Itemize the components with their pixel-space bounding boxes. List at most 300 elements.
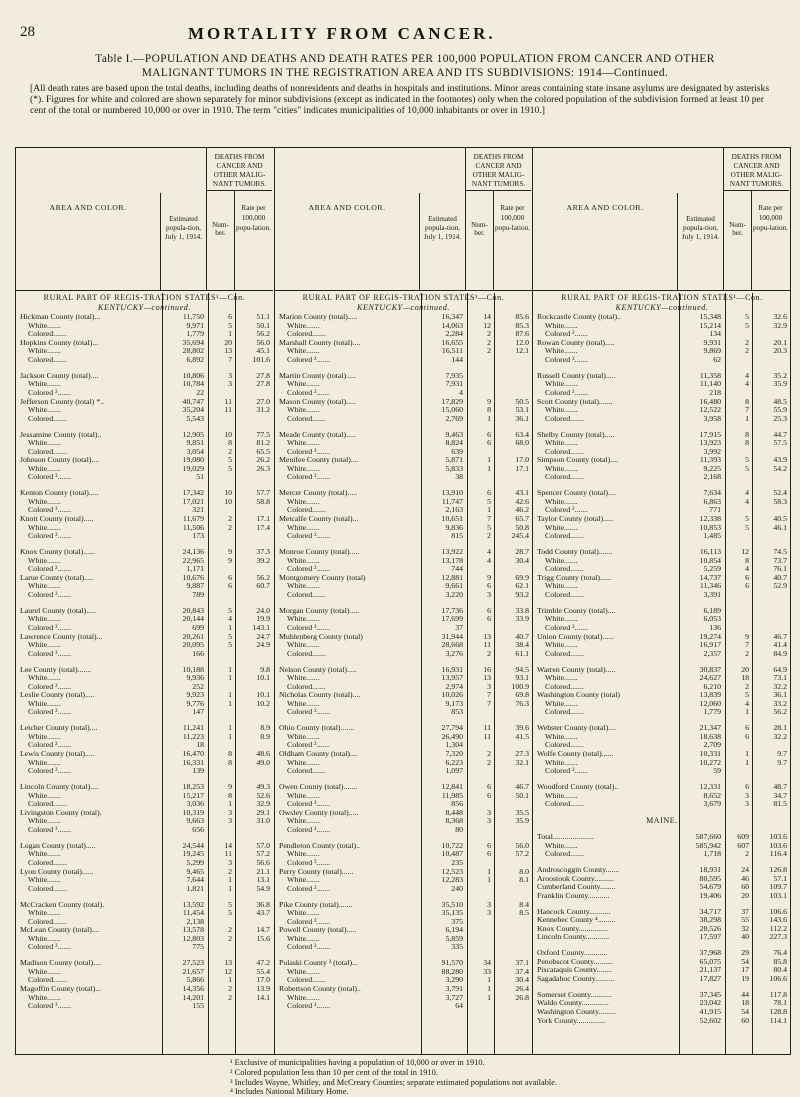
area-name: Colored....... — [545, 414, 584, 423]
death-rate: 33.8 — [515, 605, 529, 615]
population-value: 14,737 — [699, 572, 721, 582]
area-name: Pike County (total)....... — [279, 900, 353, 909]
deaths-number: 2 — [228, 933, 232, 943]
population-value: 9,776 — [186, 698, 204, 708]
deaths-column-group-header: DEATHS FROM CANCER AND OTHER MALIG-NANT TUMORS. — [206, 148, 272, 190]
deaths-number: 3 — [487, 816, 491, 826]
table-row — [275, 515, 532, 524]
table-row — [275, 380, 532, 389]
table-row — [533, 615, 791, 624]
area-name: White....... — [545, 841, 578, 850]
table-row — [533, 975, 791, 984]
table-body — [16, 293, 273, 1011]
population-value: 15,217 — [182, 790, 204, 800]
death-rate: 81.5 — [773, 799, 787, 809]
population-value: 34,717 — [699, 906, 721, 916]
table-row — [533, 949, 791, 958]
population-value: 27,794 — [441, 723, 463, 733]
area-name: Colored ²....... — [28, 649, 72, 658]
death-rate: 143.6 — [769, 915, 787, 925]
population-value: 10,188 — [182, 664, 204, 674]
deaths-number: 3 — [228, 370, 232, 380]
deaths-number: 1 — [487, 463, 491, 473]
death-rate: 28.7 — [515, 547, 529, 556]
population-value: 62 — [713, 354, 721, 364]
table-row — [533, 999, 791, 1008]
area-name: Owsley County (total)..... — [279, 808, 359, 817]
deaths-number: 5 — [745, 514, 749, 524]
area-name: White....... — [287, 817, 320, 826]
row-spacer — [533, 984, 791, 991]
table-row — [275, 683, 532, 692]
death-rate: 65.7 — [515, 514, 529, 524]
death-rate: 8.5 — [519, 908, 529, 918]
table-row — [533, 691, 791, 700]
deaths-number: 1 — [228, 875, 232, 885]
population-value: 699 — [192, 622, 204, 632]
deaths-number: 8 — [228, 790, 232, 800]
population-value: 38 — [455, 472, 463, 482]
table-row — [533, 498, 791, 507]
population-value: 587,660 — [695, 832, 721, 842]
area-name: Pendleton County (total).. — [279, 841, 360, 850]
footnotes — [230, 1058, 790, 1097]
area-name: White....... — [287, 641, 320, 650]
deaths-number: 6 — [487, 840, 491, 850]
deaths-number: 6 — [745, 723, 749, 733]
death-rate: 46.7 — [773, 631, 787, 641]
table-row — [533, 708, 791, 717]
population-value: 10,319 — [182, 807, 204, 817]
area-name: Colored ²....... — [545, 330, 589, 339]
row-spacer — [533, 901, 791, 908]
deaths-number: 1 — [745, 757, 749, 767]
area-name: White....... — [287, 582, 320, 591]
population-value: 1,779 — [703, 707, 721, 717]
deaths-number: 6 — [487, 790, 491, 800]
table-row — [275, 456, 532, 465]
population-value: 10,487 — [441, 849, 463, 859]
table-row — [16, 431, 273, 440]
table-row — [275, 650, 532, 659]
table-row — [275, 691, 532, 700]
table-title-line-1: Table I.—POPULATION AND DEATHS AND DEATH RATES PER 100,000 POPULATION FROM CANCER AND OTHER — [95, 53, 715, 65]
row-spacer — [16, 541, 273, 548]
death-rate: 36.1 — [515, 413, 529, 423]
population-value: 3,036 — [186, 799, 204, 809]
area-name: Woodford County (total).. — [537, 783, 619, 791]
population-value: 20,261 — [182, 631, 204, 641]
population-value: 9,173 — [445, 698, 463, 708]
table-row — [275, 809, 532, 818]
death-rate: 44.7 — [773, 429, 787, 439]
deaths-number: 7 — [745, 640, 749, 650]
death-rate: 93.2 — [515, 589, 529, 599]
population-value: 17,342 — [182, 488, 204, 498]
table-row — [275, 524, 532, 533]
deaths-number: 7 — [487, 698, 491, 708]
population-value: 744 — [451, 564, 463, 574]
deaths-number: 8 — [745, 429, 749, 439]
table-row — [533, 767, 791, 776]
death-rate: 48.7 — [773, 782, 787, 791]
area-name: Colored ²....... — [28, 623, 72, 632]
population-value: 18 — [196, 740, 204, 750]
area-name: White....... — [545, 699, 578, 708]
area-name: Colored ²....... — [287, 943, 331, 952]
area-name: Colored....... — [287, 414, 326, 423]
page-number: 28 — [20, 24, 35, 40]
area-name: Aroostook County.......... — [537, 874, 614, 883]
table-panel-1 — [16, 148, 273, 1054]
population-value: 10,331 — [699, 749, 721, 759]
area-name: Webster County (total).... — [537, 724, 617, 733]
deaths-number: 5 — [228, 455, 232, 465]
table-row — [16, 650, 273, 659]
table-row — [533, 674, 791, 683]
table-row — [533, 991, 791, 1000]
row-spacer — [16, 482, 273, 489]
table-row — [275, 498, 532, 507]
population-value: 10,026 — [441, 690, 463, 700]
deaths-number: 3 — [228, 857, 232, 867]
population-value: 11,454 — [182, 908, 204, 918]
death-rate: 51.1 — [256, 312, 270, 321]
row-spacer — [275, 365, 532, 372]
population-value: 2,168 — [703, 472, 721, 482]
table-row — [16, 641, 273, 650]
row-spacer — [533, 365, 791, 372]
area-name: White....... — [28, 347, 61, 356]
area-name: White....... — [287, 993, 320, 1002]
deaths-number: 1 — [487, 984, 491, 994]
deaths-number: 2 — [228, 522, 232, 532]
deaths-number: 2 — [745, 681, 749, 691]
table-row — [275, 582, 532, 591]
population-value: 173 — [192, 531, 204, 541]
deaths-number: 5 — [228, 605, 232, 615]
area-name: White....... — [28, 615, 61, 624]
death-rate: 26.3 — [256, 463, 270, 473]
table-row — [275, 876, 532, 885]
death-rate: 43.9 — [773, 455, 787, 465]
population-value: 2,709 — [703, 740, 721, 750]
deaths-number: 1 — [745, 707, 749, 717]
population-value: 28,526 — [699, 923, 721, 933]
table-row — [533, 465, 791, 474]
area-name: White....... — [28, 791, 61, 800]
population-value: 815 — [451, 531, 463, 541]
population-value: 9,225 — [703, 463, 721, 473]
deaths-number: 1 — [487, 875, 491, 885]
area-name: Wolfe County (total)...... — [537, 750, 614, 759]
deaths-number: 6 — [487, 782, 491, 791]
row-spacer — [533, 600, 791, 607]
area-name: Meade County (total)..... — [279, 430, 356, 439]
table-row — [16, 935, 273, 944]
table-row — [533, 908, 791, 917]
data-table — [15, 147, 791, 1055]
table-row — [275, 750, 532, 759]
death-rate: 12.1 — [515, 346, 529, 356]
deaths-number: 16 — [483, 664, 491, 674]
table-row — [16, 842, 273, 851]
deaths-number: 4 — [745, 379, 749, 389]
table-row — [533, 892, 791, 901]
area-name: Livingston County (total). — [20, 808, 102, 817]
population-value: 17,827 — [699, 974, 721, 984]
death-rate: 50.1 — [256, 320, 270, 330]
death-rate: 117.8 — [769, 989, 787, 999]
population-value: 37 — [455, 622, 463, 632]
population-value: 10,651 — [441, 514, 463, 524]
population-value: 9,836 — [445, 522, 463, 532]
death-rate: 19.9 — [256, 614, 270, 624]
table-row — [275, 356, 532, 365]
death-rate: 46.1 — [773, 522, 787, 532]
row-spacer — [533, 423, 791, 430]
deaths-number: 1 — [228, 664, 232, 674]
death-rate: 32.6 — [773, 312, 787, 321]
deaths-number: 1 — [228, 622, 232, 632]
population-value: 11,393 — [699, 455, 721, 465]
area-name: White....... — [545, 556, 578, 565]
table-row — [275, 901, 532, 910]
population-value: 155 — [192, 1001, 204, 1011]
death-rate: 28.1 — [773, 723, 787, 733]
page-header — [18, 24, 788, 44]
deaths-number: 4 — [745, 698, 749, 708]
population-value: 17,597 — [699, 932, 721, 942]
population-value: 166 — [192, 648, 204, 658]
area-name: Waldo County.............. — [537, 999, 609, 1008]
death-rate: 8.9 — [260, 723, 270, 733]
table-row — [533, 489, 791, 498]
area-name: Colored....... — [28, 976, 67, 985]
area-name: Colored ²....... — [287, 473, 331, 482]
table-row — [533, 800, 791, 809]
table-row — [533, 883, 791, 892]
death-rate: 56.0 — [515, 840, 529, 850]
table-row — [16, 943, 273, 952]
row-spacer — [16, 365, 273, 372]
rate-column-header: Rate per 100,000 popu-lation. — [493, 190, 531, 290]
table-row — [275, 885, 532, 894]
death-rate: 32.9 — [256, 799, 270, 809]
death-rate: 35.9 — [515, 816, 529, 826]
table-row — [16, 750, 273, 759]
table-row — [16, 800, 273, 809]
death-rate: 63.4 — [515, 429, 529, 439]
table-row — [533, 380, 791, 389]
table-row — [275, 968, 532, 977]
table-row — [16, 724, 273, 733]
area-name: White....... — [287, 674, 320, 683]
population-value: 11,241 — [182, 723, 204, 733]
area-name: Colored....... — [28, 800, 67, 809]
area-name: Oxford County............ — [537, 949, 608, 958]
table-row — [16, 733, 273, 742]
death-rate: 8.4 — [519, 899, 529, 909]
population-value: 9,661 — [445, 581, 463, 591]
deaths-number: 5 — [487, 522, 491, 532]
area-name: Nelson County (total)..... — [279, 665, 357, 674]
death-rate: 56.0 — [256, 337, 270, 347]
deaths-number: 2 — [487, 757, 491, 767]
area-name: Lawrence County (total)... — [20, 632, 103, 641]
area-name: White....... — [545, 582, 578, 591]
area-name: White....... — [28, 497, 61, 506]
rate-column-header: Rate per 100,000 popu-lation. — [751, 190, 789, 290]
death-rate: 101.6 — [252, 354, 270, 364]
population-value: 144 — [451, 354, 463, 364]
deaths-number: 2 — [487, 329, 491, 339]
area-name: Trigg County (total)...... — [537, 573, 612, 582]
deaths-number: 609 — [737, 832, 749, 842]
population-value: 65,075 — [699, 956, 721, 966]
deaths-number: 5 — [228, 908, 232, 918]
deaths-number: 11 — [224, 405, 232, 415]
deaths-number: 10 — [224, 429, 232, 439]
table-row — [533, 633, 791, 642]
deaths-number: 1 — [228, 690, 232, 700]
area-name: Sagadahoc County.......... — [537, 975, 615, 984]
population-value: 375 — [451, 916, 463, 926]
death-rate: 29.1 — [256, 807, 270, 817]
area-name: White....... — [287, 791, 320, 800]
area-name: Colored ²....... — [287, 741, 331, 750]
death-rate: 56.2 — [256, 329, 270, 339]
population-value: 656 — [192, 824, 204, 834]
population-value: 8,652 — [703, 790, 721, 800]
death-rate: 32.2 — [773, 681, 787, 691]
table-row — [533, 415, 791, 424]
deaths-number: 1 — [228, 799, 232, 809]
area-name: Colored ²....... — [28, 565, 72, 574]
table-row — [533, 406, 791, 415]
table-row — [16, 759, 273, 768]
table-row — [16, 783, 273, 792]
population-value: 20,095 — [182, 640, 204, 650]
population-value: 31,944 — [441, 631, 463, 641]
row-spacer — [16, 835, 273, 842]
area-name: Metcalfe County (total)... — [279, 515, 359, 524]
deaths-number: 6 — [487, 581, 491, 591]
death-rate: 46.2 — [515, 505, 529, 515]
death-rate: 10.2 — [256, 698, 270, 708]
table-row — [533, 313, 791, 322]
population-value: 134 — [709, 329, 721, 339]
death-rate: 52.6 — [256, 790, 270, 800]
area-name: Colored....... — [287, 649, 326, 658]
area-name: Androscoggin County....... — [537, 866, 620, 875]
table-row — [533, 339, 791, 348]
area-name: Total..................... — [537, 833, 594, 842]
area-name: Logan County (total)..... — [20, 841, 96, 850]
population-value: 35,510 — [441, 899, 463, 909]
deaths-number: 9 — [745, 631, 749, 641]
area-name: Colored ²....... — [287, 825, 331, 834]
deaths-number: 3 — [487, 908, 491, 918]
deaths-column-group-header: DEATHS FROM CANCER AND OTHER MALIG-NANT TUMORS. — [723, 148, 789, 190]
table-row — [533, 650, 791, 659]
deaths-number: 8 — [487, 405, 491, 415]
table-row — [275, 624, 532, 633]
deaths-column-group-header: DEATHS FROM CANCER AND OTHER MALIG-NANT TUMORS. — [465, 148, 531, 190]
deaths-number: 4 — [745, 488, 749, 498]
table-row — [16, 985, 273, 994]
population-value: 8,368 — [445, 816, 463, 826]
population-value: 14,201 — [182, 992, 204, 1002]
area-name: Colored....... — [28, 884, 67, 893]
table-row — [16, 557, 273, 566]
deaths-number: 37 — [741, 906, 749, 916]
table-row — [275, 465, 532, 474]
table-title — [30, 52, 780, 80]
death-rate: 56.6 — [256, 857, 270, 867]
death-rate: 39.2 — [256, 555, 270, 565]
row-spacer — [533, 809, 791, 816]
table-row — [533, 850, 791, 859]
area-name: White....... — [545, 464, 578, 473]
table-row — [275, 943, 532, 952]
population-value: 14,356 — [182, 984, 204, 994]
area-name: White....... — [28, 582, 61, 591]
area-name: Somerset County........... — [537, 990, 612, 999]
death-rate: 26.8 — [515, 992, 529, 1002]
death-rate: 35.2 — [773, 370, 787, 380]
area-name: Taylor County (total)..... — [537, 515, 613, 524]
death-rate: 17.0 — [515, 455, 529, 465]
area-name: Powell County (total)..... — [279, 926, 357, 935]
table-row — [533, 439, 791, 448]
deaths-number: 1 — [228, 731, 232, 741]
deaths-number: 33 — [483, 966, 491, 976]
table-row — [275, 641, 532, 650]
table-row — [275, 842, 532, 851]
area-name: Colored ²....... — [28, 473, 72, 482]
death-rate: 64.9 — [773, 664, 787, 674]
table-row — [275, 532, 532, 541]
deaths-number: 20 — [224, 337, 232, 347]
population-value: 18,638 — [699, 731, 721, 741]
area-name: Colored....... — [28, 917, 67, 926]
deaths-number: 14 — [224, 840, 232, 850]
table-row — [16, 330, 273, 339]
area-column-header: AREA AND COLOR. — [49, 203, 127, 212]
death-rate: 50.8 — [515, 522, 529, 532]
death-rate: 128.8 — [769, 1007, 787, 1016]
area-name: Spencer County (total).... — [537, 489, 616, 498]
area-name: Colored....... — [287, 506, 326, 515]
deaths-number: 2 — [487, 337, 491, 347]
deaths-number: 6 — [487, 429, 491, 439]
area-name: Colored ²....... — [28, 506, 72, 515]
deaths-number: 54 — [741, 1007, 749, 1016]
population-value: 12,881 — [441, 572, 463, 582]
area-name: Madison County (total).... — [20, 959, 101, 968]
population-value: 16,113 — [699, 547, 721, 556]
deaths-number: 1 — [228, 975, 232, 985]
table-row — [275, 330, 532, 339]
table-row — [533, 548, 791, 557]
area-name: Johnson County (total).... — [20, 456, 100, 465]
death-rate: 41.5 — [515, 731, 529, 741]
population-value: 5,833 — [445, 463, 463, 473]
table-row — [16, 700, 273, 709]
area-name: Todd County (total)....... — [537, 548, 613, 556]
death-rate: 27.8 — [256, 370, 270, 380]
